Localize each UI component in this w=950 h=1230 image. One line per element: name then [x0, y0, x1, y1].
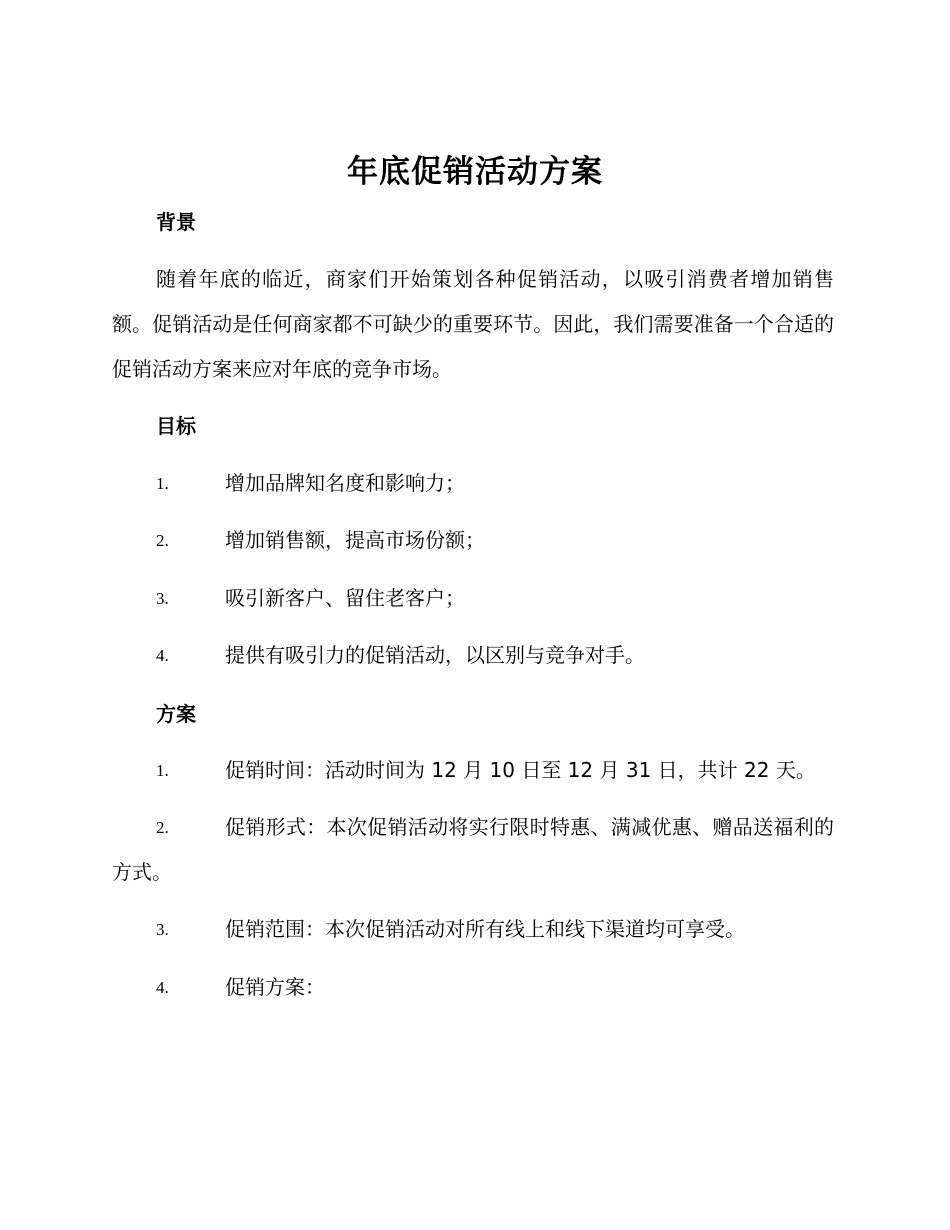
goal-item	[112, 633, 834, 678]
goal-item	[112, 576, 834, 621]
list-item-text: 提供有吸引力的促销活动，以区别与竞争对手。	[225, 643, 645, 667]
background-paragraph: 随着年底的临近，商家们开始策划各种促销活动，以吸引消费者增加销售额。促销活动是任何商家都不可缺少的重要环节。因此，我们需要准备一个合适的促销活动方案来应对年底的竞争市场。	[112, 267, 834, 381]
list-item-text: 吸引新客户、留住老客户；	[225, 586, 465, 610]
document-title: 年底促销活动方案	[347, 154, 603, 190]
list-number: 2.	[156, 531, 169, 550]
list-item-text: 促销形式：本次促销活动将实行限时特惠、满减优惠、赠品送福利的方式。	[112, 815, 834, 884]
list-item-text: 促销方案：	[225, 975, 325, 999]
section-heading-background: 背景	[156, 210, 196, 234]
list-item-text: 促销时间：活动时间为 12 月 10 日至 12 月 31 日，共计 22 天。	[225, 758, 816, 782]
goal-item	[112, 518, 834, 563]
list-number: 4.	[156, 646, 169, 665]
list-number: 2.	[156, 818, 169, 837]
plan-item	[112, 748, 834, 793]
list-number: 3.	[156, 920, 169, 939]
plan-item	[112, 805, 834, 895]
list-number: 3.	[156, 589, 169, 608]
list-item-text: 增加品牌知名度和影响力；	[225, 471, 465, 495]
plan-item	[112, 965, 834, 1010]
section-heading-plan: 方案	[156, 702, 196, 726]
list-number: 4.	[156, 978, 169, 997]
section-heading-goals: 目标	[156, 414, 196, 438]
list-item-text: 增加销售额，提高市场份额；	[225, 528, 485, 552]
goal-item	[112, 461, 834, 506]
list-number: 1.	[156, 761, 169, 780]
plan-item	[112, 907, 834, 952]
list-number: 1.	[156, 474, 169, 493]
list-item-text: 促销范围：本次促销活动对所有线上和线下渠道均可享受。	[225, 917, 745, 941]
